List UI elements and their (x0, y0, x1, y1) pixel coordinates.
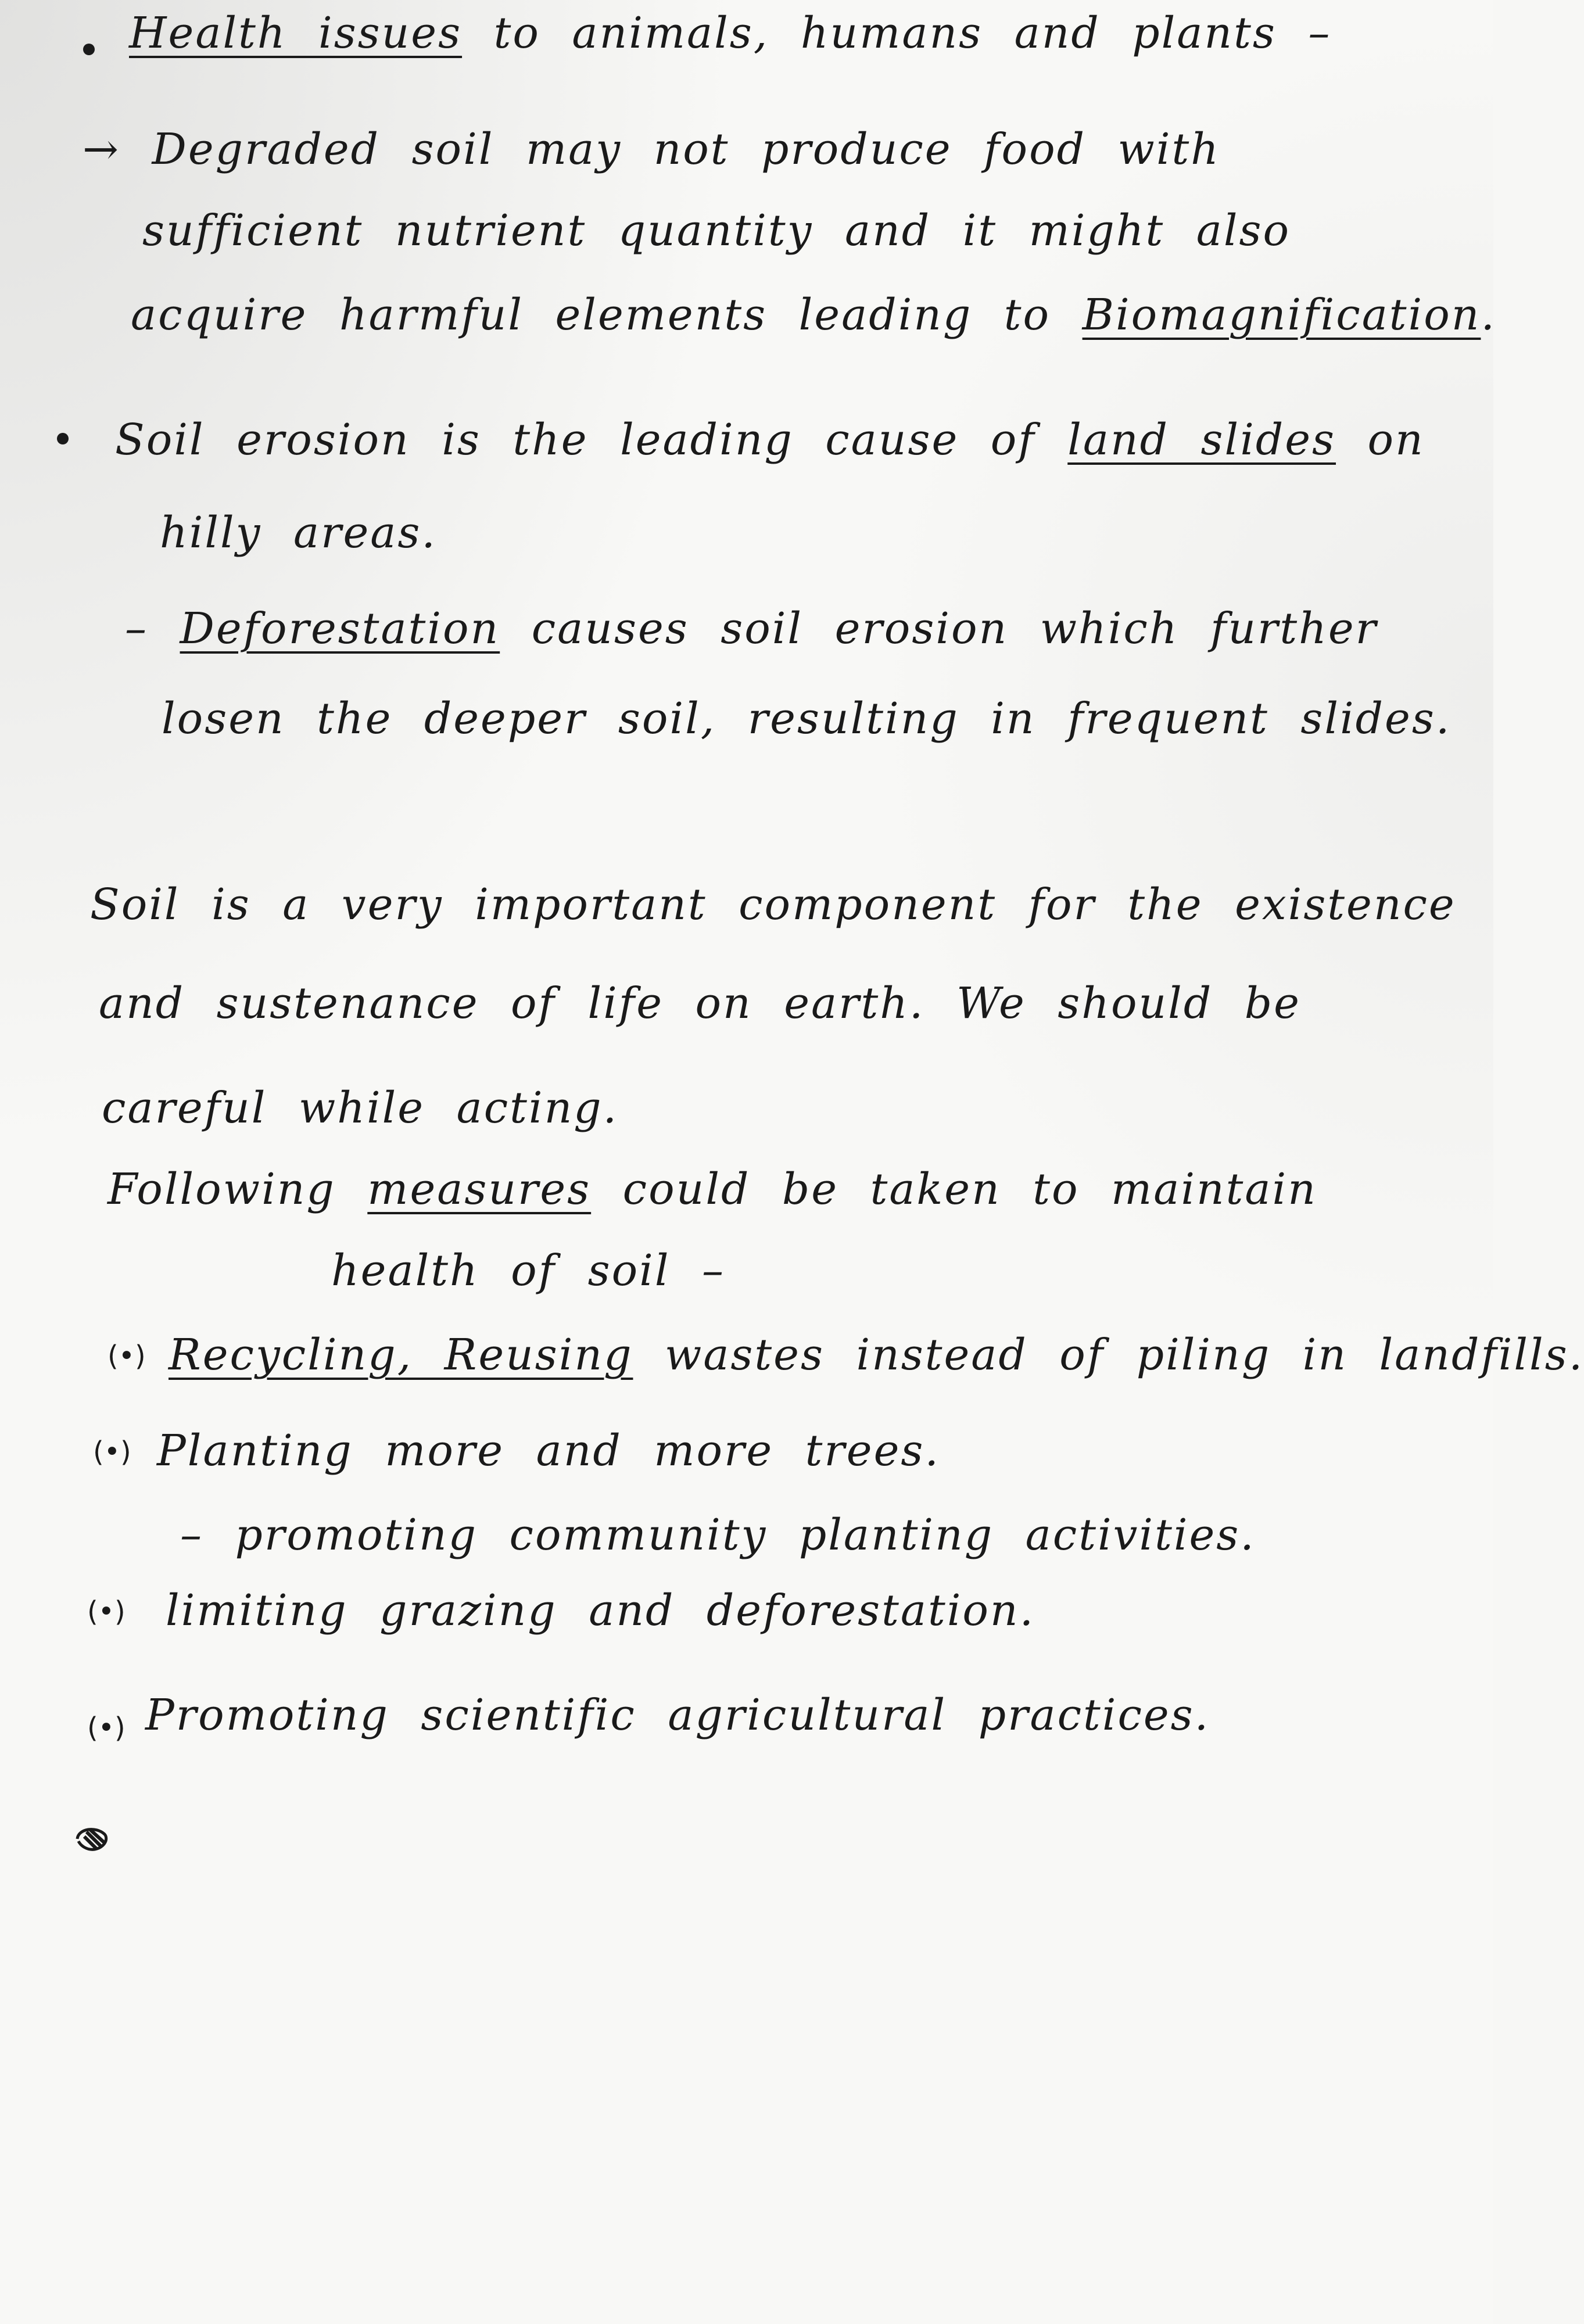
list-bullet: (•) (107, 1340, 146, 1372)
line-text: . (1481, 290, 1496, 340)
underlined-term: land slides (1067, 415, 1336, 465)
line-text: causes soil erosion which further (500, 604, 1378, 654)
note-line-sustenance: and sustenance of life on earth. We should be (99, 978, 1301, 1028)
note-line-promoting-scientific: Promoting scientific agricultural practices. (145, 1690, 1210, 1740)
list-bullet: (•) (87, 1595, 126, 1628)
note-line-deforestation (125, 604, 1378, 654)
scribble-mark (73, 1821, 113, 1856)
line-text: to animals, humans and plants – (462, 8, 1332, 58)
list-bullet: (•) (93, 1436, 131, 1468)
note-line-degraded-soil: → Degraded soil may not produce food with (83, 124, 1220, 174)
line-text: on (1336, 415, 1425, 465)
line-text: wastes instead of piling in landfills. (633, 1330, 1584, 1380)
note-line-health-issues (129, 8, 1332, 58)
bullet-dot (83, 44, 95, 55)
note-line-careful: careful while acting. (102, 1083, 619, 1133)
line-text: – (125, 604, 180, 654)
note-line-promoting-community: – promoting community planting activities. (180, 1510, 1256, 1560)
note-line-health-of-soil: health of soil – (331, 1246, 726, 1296)
underlined-heading: Health issues (129, 8, 463, 58)
line-text: Following (107, 1164, 368, 1214)
note-line-soil-erosion (115, 415, 1425, 465)
note-line-soil-important: Soil is a very important component for the existence (90, 880, 1456, 930)
note-line-limiting: limiting grazing and deforestation. (166, 1586, 1035, 1636)
note-line-acquire-harmful (131, 290, 1496, 340)
underlined-term: Biomagnification (1082, 290, 1481, 340)
line-text: Soil erosion is the leading cause of (115, 415, 1068, 465)
note-line-recycling (169, 1330, 1584, 1380)
underlined-term: Recycling, Reusing (169, 1330, 633, 1380)
note-line-following-measures (107, 1164, 1317, 1214)
underlined-term: measures (367, 1164, 592, 1214)
list-bullet: (•) (87, 1712, 126, 1744)
note-line-losen: losen the deeper soil, resulting in frequent slides. (162, 694, 1452, 744)
line-text: acquire harmful elements leading to (131, 290, 1083, 340)
bullet-dot (57, 433, 69, 444)
note-line-sufficient-nutrient: sufficient nutrient quantity and it might also (142, 206, 1291, 256)
note-line-planting: Planting more and more trees. (157, 1426, 940, 1476)
note-line-hilly-areas: hilly areas. (160, 508, 437, 558)
line-text: could be taken to maintain (591, 1164, 1317, 1214)
underlined-term: Deforestation (180, 604, 500, 654)
